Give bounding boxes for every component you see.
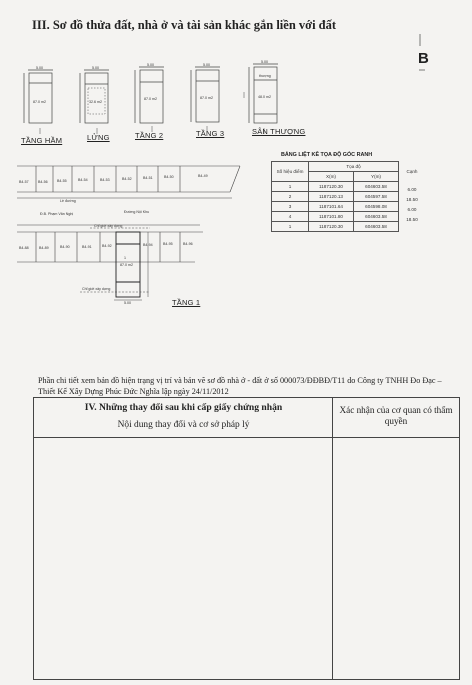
floor-label-floor3: TẦNG 3 (196, 129, 225, 138)
plan-width-mezzanine: 5.00 (92, 66, 99, 70)
coord-y: 604603.58 (354, 182, 399, 192)
coord-table-title: BẢNG LIỆT KÊ TỌA ĐỘ GÓC RANH (281, 152, 373, 158)
lot-label: B4-90 (60, 245, 70, 249)
lot-label: B4-54 (78, 178, 88, 182)
coord-x: 1187120.13 (309, 192, 354, 202)
coord-table (271, 161, 425, 232)
lot-label: B4-50 (164, 175, 174, 179)
subject-lot-width: 5.00 (124, 301, 131, 305)
coord-header-edge: Cạnh (406, 169, 418, 174)
subject-lot-area: 87.0 m2 (120, 263, 133, 267)
floor-label-basement: TẦNG HẦM (21, 136, 63, 145)
changes-divider (332, 438, 333, 679)
coord-point: 3 (272, 202, 309, 212)
floor-label-mezzanine: LỬNG (87, 133, 110, 142)
road-label: Đường Nội Khu (124, 210, 150, 214)
plan-width-basement: 5.00 (36, 66, 43, 70)
lot-label: B4-52 (122, 177, 132, 181)
changes-col-content: Nội dung thay đổi và cơ sở pháp lý (117, 420, 250, 430)
floor-label-floor2: TẦNG 2 (135, 131, 164, 140)
table-row (272, 202, 426, 212)
plan-width-floor3: 5.00 (203, 63, 210, 67)
reference-note: Phần chi tiết xem bản đồ hiện trạng vị trí và bản vẽ sơ đồ nhà ở - đất ở số 000073/ĐĐBĐ/T11 do Công ty TNHH Đo Đạc – Thiết Kế Xây Dựng Phúc Đức Nghĩa lập ngày 24/11/2012 (38, 376, 442, 396)
floor-label-floor1: TẦNG 1 (172, 298, 201, 307)
road-label: Đ.B. Phạm Văn Nghị (40, 212, 74, 216)
coord-edge: 18.50 (406, 196, 418, 202)
lot-label: B4-89 (39, 246, 49, 250)
lot-label: B4-95 (163, 242, 173, 246)
table-row (272, 212, 426, 222)
coord-x: 1187101.80 (309, 212, 354, 222)
coord-header-coord: Tọa độ (309, 162, 399, 172)
coord-point: 2 (272, 192, 309, 202)
lot-label: B4-88 (19, 246, 29, 250)
coord-point: 1 (272, 222, 309, 232)
plan-width-floor2: 5.00 (147, 63, 154, 67)
coord-edge: 6.00 (407, 206, 417, 212)
coord-y: 604603.58 (354, 222, 399, 232)
changes-title: IV. Những thay đổi sau khi cấp giấy chứng nhận (84, 402, 283, 413)
changes-col-confirmation: Xác nhận của cơ quan có thẩm quyền (333, 398, 459, 438)
coord-y: 604598.08 (354, 202, 399, 212)
lot-label: B4-94 (143, 243, 153, 247)
lot-label: B4-53 (100, 178, 110, 182)
lot-label: B4-91 (82, 245, 92, 249)
coord-y: 604603.58 (354, 212, 399, 222)
plan-area-mezzanine: 32.6 m2 (89, 100, 102, 104)
table-row (272, 182, 426, 192)
changes-table (33, 397, 460, 680)
coord-edge: 18.50 (406, 216, 418, 222)
lot-label: B4-92 (102, 244, 112, 248)
plan-area-basement: 87.0 m2 (33, 100, 46, 104)
lot-label: B4-96 (183, 242, 193, 246)
lot-label: B4-57 (19, 180, 29, 184)
plan-stair-label: thượng (259, 74, 271, 78)
page-letter: B (418, 50, 429, 67)
subject-lot-number: 1 (124, 256, 126, 260)
coord-edge: 6.00 (407, 186, 417, 192)
section-title: III. Sơ đồ thửa đất, nhà ở và tài sản khác gắn liền với đất (32, 18, 337, 32)
road-label: Chỉ giới xây dựng (94, 224, 123, 228)
coord-x: 1187120.30 (309, 222, 354, 232)
coord-header-x: X(m) (309, 172, 354, 182)
coord-point: 1 (272, 182, 309, 192)
lot-label: B4-55 (57, 179, 67, 183)
lot-label: B4-56 (38, 180, 48, 184)
coord-x: 1187120.30 (309, 182, 354, 192)
coord-y: 604597.58 (354, 192, 399, 202)
table-row (272, 192, 426, 202)
table-row (272, 222, 426, 232)
road-label: Chỉ giới xây dựng (82, 287, 111, 291)
changes-header-left (34, 398, 333, 438)
plan-area-floor3: 87.0 m2 (200, 96, 213, 100)
plan-area-rooftop: 48.0 m2 (258, 95, 271, 99)
coord-point: 4 (272, 212, 309, 222)
coord-x: 1187101.64 (309, 202, 354, 212)
lot-label: B4-51 (143, 176, 153, 180)
road-label: Lề đường (60, 199, 76, 203)
plan-area-floor2: 87.0 m2 (144, 97, 157, 101)
coord-header-point: Số hiệu điểm (272, 162, 309, 182)
coord-header-y: Y(m) (354, 172, 399, 182)
plan-width-rooftop: 5.00 (261, 60, 268, 64)
lot-label: B4-49 (198, 174, 208, 178)
floor-label-rooftop: SÂN THƯỢNG (252, 127, 306, 136)
